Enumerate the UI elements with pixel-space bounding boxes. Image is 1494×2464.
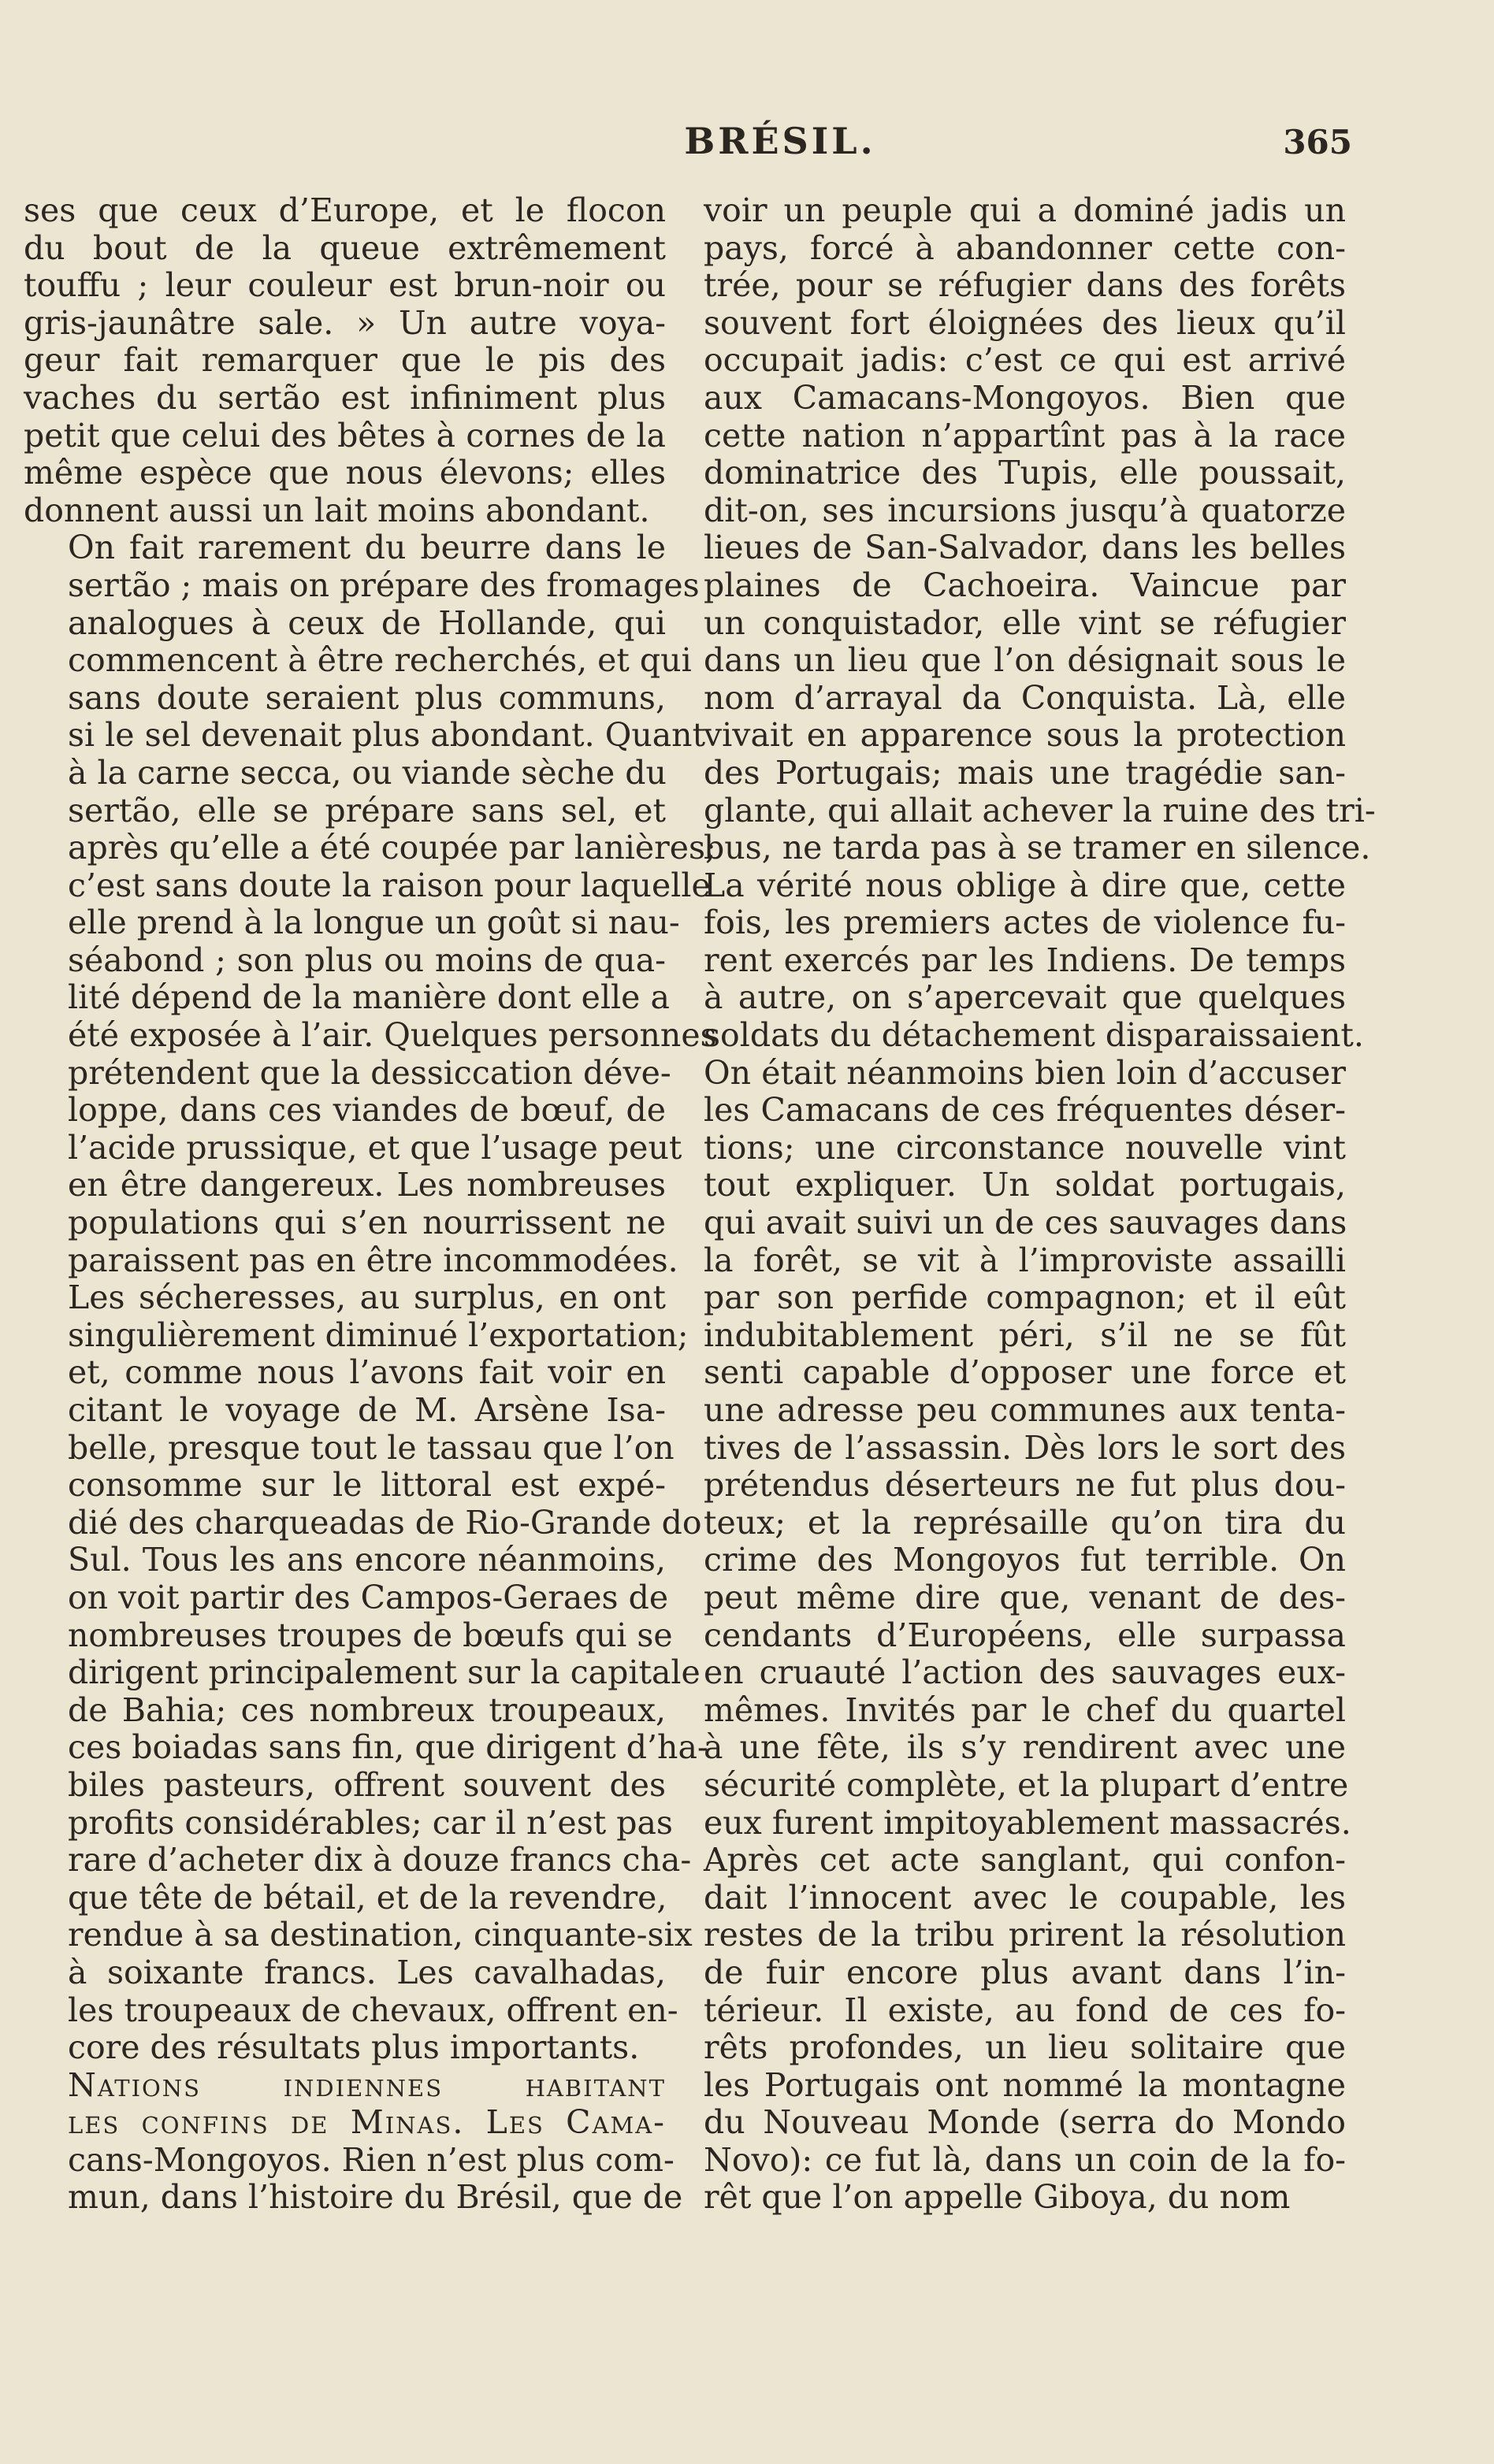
text-line: rêt que l’on appelle Giboya, du nom (704, 2178, 1291, 2217)
text-line: été exposée à l’air. Quelques personnes (68, 1016, 717, 1055)
text-line: donnent aussi un lait moins abondant. (24, 491, 650, 529)
text-line: et, comme nous l’avons fait voir en (68, 1353, 666, 1392)
text-line: mun, dans l’histoire du Brésil, que de (68, 2178, 683, 2217)
text-line: à la carne secca, ou viande sèche du (68, 753, 667, 792)
text-line: l’acide prussique, et que l’usage peut (68, 1128, 682, 1167)
text-line: les Portugais ont nommé la montagne (704, 2065, 1346, 2104)
text-line: commencent à être recherchés, et qui (68, 641, 692, 680)
right-column (704, 191, 1376, 2217)
text-line: même espèce que nous élevons; elles (24, 454, 666, 492)
text-line: consomme sur le littoral est expé- (68, 1466, 666, 1505)
text-line: la forêt, se vit à l’improviste assailli (704, 1241, 1346, 1279)
text-line: sertão, elle se prépare sans sel, et (68, 791, 666, 829)
text-line: voir un peuple qui a dominé jadis un (704, 191, 1346, 229)
text-line: senti capable d’opposer une force et (704, 1353, 1346, 1392)
page-number: 365 (1283, 123, 1352, 161)
text-line: aux Camacans-Mongoyos. Bien que (704, 378, 1346, 417)
text-line: Nations indiennes habitant (68, 2065, 666, 2104)
text-line: ses que ceux d’Europe, et le flocon (24, 191, 666, 229)
text-line: geur fait remarquer que le pis des (24, 341, 666, 380)
text-line: du Nouveau Monde (serra do Mondo (704, 2103, 1346, 2142)
text-line: Après cet acte sanglant, qui confon- (704, 1841, 1346, 1880)
text-line: cendants d’Européens, elle surpassa (704, 1616, 1346, 1654)
text-line: petit que celui des bêtes à cornes de la (24, 416, 666, 455)
text-line: tions; une circonstance nouvelle vint (704, 1128, 1346, 1167)
text-line: trée, pour se réfugier dans des forêts (704, 266, 1346, 305)
text-line: rare d’acheter dix à douze francs cha- (68, 1841, 692, 1880)
text-line: Les sécheresses, au surplus, en ont (68, 1278, 666, 1317)
text-line: Novo): ce fut là, dans un coin de la fo- (704, 2140, 1346, 2179)
text-line: peut même dire que, venant de des- (704, 1578, 1346, 1616)
text-line: crime des Mongoyos fut terrible. On (704, 1541, 1346, 1579)
text-line: singulièrement diminué l’exportation; (68, 1315, 689, 1354)
text-line: de Bahia; ces nombreux troupeaux, (68, 1690, 666, 1729)
text-line: une adresse peu communes aux tenta- (704, 1391, 1346, 1429)
text-line: lité dépend de la manière dont elle a (68, 978, 670, 1017)
text-line: souvent fort éloignées des lieux qu’il (704, 303, 1346, 342)
text-line: prétendus déserteurs ne fut plus dou- (704, 1466, 1346, 1505)
text-line: citant le voyage de M. Arsène Isa- (68, 1391, 666, 1429)
text-line: pays, forcé à abandonner cette con- (704, 228, 1346, 267)
text-line: biles pasteurs, offrent souvent des (68, 1765, 666, 1804)
text-line: populations qui s’en nourrissent ne (68, 1204, 666, 1242)
text-line: profits considérables; car il n’est pas (68, 1803, 673, 1842)
text-line: lieues de San-Salvador, dans les belles (704, 529, 1346, 567)
text-line: mêmes. Invités par le chef du quartel (704, 1690, 1346, 1729)
text-line: indubitablement péri, s’il ne se fût (704, 1315, 1346, 1354)
text-line: à une fête, ils s’y rendirent avec une (704, 1728, 1346, 1767)
text-line: cette nation n’appartînt pas à la race (704, 416, 1346, 455)
text-line: On était néanmoins bien loin d’accuser (704, 1053, 1346, 1092)
text-line: en cruauté l’action des sauvages eux- (704, 1653, 1346, 1692)
text-line: si le sel devenait plus abondant. Quant (68, 716, 706, 755)
text-line: sans doute seraient plus communs, (68, 678, 666, 717)
text-line: cans-Mongoyos. Rien n’est plus com- (68, 2140, 675, 2179)
text-line: vivait en apparence sous la protection (704, 716, 1346, 755)
text-line: qui avait suivi un de ces sauvages dans (704, 1204, 1347, 1242)
paragraph (24, 192, 666, 529)
text-line: après qu’elle a été coupée par lanières; (68, 829, 716, 867)
text-line: loppe, dans ces viandes de bœuf, de (68, 1091, 666, 1130)
text-line: soldats du détachement disparaissaient. (704, 1016, 1364, 1055)
text-line: dirigent principalement sur la capitale (68, 1653, 701, 1692)
text-line: rent exercés par les Indiens. De temps (704, 941, 1346, 979)
text-line: les Camacans de ces fréquentes déser- (704, 1091, 1346, 1130)
text-line: teux; et la représaille qu’on tira du (704, 1503, 1346, 1542)
text-line: sertão ; mais on prépare des fromages (68, 566, 700, 604)
text-line: Sul. Tous les ans encore néanmoins, (68, 1541, 666, 1579)
text-line: les troupeaux de chevaux, offrent en- (68, 1991, 678, 2029)
text-line: que tête de bétail, et de la revendre, (68, 1878, 667, 1917)
text-line: On fait rarement du beurre dans le (68, 529, 666, 567)
text-line: gris-jaunâtre sale. » Un autre voya- (24, 303, 666, 342)
text-line: de fuir encore plus avant dans l’in- (704, 1953, 1346, 1991)
text-line: vaches du sertão est infiniment plus (24, 378, 666, 417)
text-line: on voit partir des Campos-Geraes de (68, 1578, 669, 1616)
text-line: en être dangereux. Les nombreuses (68, 1166, 666, 1204)
text-line: analogues à ceux de Hollande, qui (68, 603, 666, 642)
text-line: sécurité complète, et la plupart d’entre (704, 1765, 1349, 1804)
text-line: tout expliquer. Un soldat portugais, (704, 1166, 1346, 1204)
text-line: dominatrice des Tupis, elle poussait, (704, 454, 1346, 492)
text-line: à autre, on s’apercevait que quelques (704, 978, 1346, 1017)
text-line: dié des charqueadas de Rio-Grande do (68, 1503, 702, 1542)
text-line: eux furent impitoyablement massacrés. (704, 1803, 1351, 1842)
text-line: La vérité nous oblige à dire que, cette (704, 866, 1346, 904)
text-line: séabond ; son plus ou moins de qua- (68, 941, 666, 979)
paragraph (24, 2065, 683, 2217)
text-line: les confins de Minas. Les Cama- (68, 2103, 666, 2142)
text-line: c’est sans doute la raison pour laquelle (68, 866, 711, 904)
text-line: core des résultats plus importants. (68, 2028, 640, 2067)
text-line: plaines de Cachoeira. Vaincue par (704, 566, 1346, 604)
text-line: rendue à sa destination, cinquante-six (68, 1916, 693, 1954)
text-line: glante, qui allait achever la ruine des tri- (704, 791, 1376, 829)
paragraph (704, 191, 1376, 2217)
text-line: belle, presque tout le tassau que l’on (68, 1428, 675, 1467)
text-line: touffu ; leur couleur est brun-noir ou (24, 266, 666, 305)
text-line: du bout de la queue extrêmement (24, 228, 666, 267)
paragraph (24, 529, 717, 2067)
text-line: rêts profondes, un lieu solitaire que (704, 2028, 1346, 2067)
text-line: nom d’arrayal da Conquista. Là, elle (704, 678, 1346, 717)
text-line: nombreuses troupes de bœufs qui se (68, 1616, 673, 1654)
text-line: occupait jadis: c’est ce qui est arrivé (704, 341, 1346, 380)
text-line: dait l’innocent avec le coupable, les (704, 1878, 1346, 1917)
text-line: paraissent pas en être incommodées. (68, 1241, 678, 1279)
text-line: des Portugais; mais une tragédie san- (704, 753, 1346, 792)
left-column (24, 191, 717, 2217)
text-line: elle prend à la longue un goût si nau- (68, 904, 680, 942)
text-line: tives de l’assassin. Dès lors le sort des (704, 1428, 1346, 1467)
text-line: à soixante francs. Les cavalhadas, (68, 1953, 666, 1991)
text-line: fois, les premiers actes de violence fu- (704, 904, 1346, 942)
text-line: un conquistador, elle vint se réfugier (704, 603, 1346, 642)
text-line: térieur. Il existe, au fond de ces fo- (704, 1991, 1346, 2029)
text-line: par son perfide compagnon; et il eût (704, 1278, 1346, 1317)
text-line: bus, ne tarda pas à se tramer en silence. (704, 829, 1371, 867)
running-title: BRÉSIL. (684, 120, 876, 162)
text-line: ces boiadas sans fin, que dirigent d’ha- (68, 1728, 708, 1767)
text-line: restes de la tribu prirent la résolution (704, 1916, 1346, 1954)
text-line: dit-on, ses incursions jusqu’à quatorze (704, 491, 1346, 529)
text-line: prétendent que la dessiccation déve- (68, 1053, 671, 1092)
text-line: dans un lieu que l’on désignait sous le (704, 641, 1346, 680)
